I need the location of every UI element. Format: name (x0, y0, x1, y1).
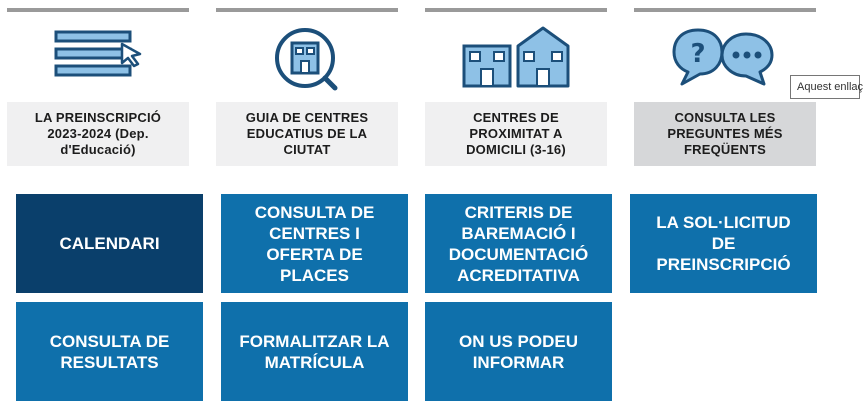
card-guia-centres[interactable] (216, 8, 398, 166)
card-label: CONSULTA LES PREGUNTES MÉS FREQÜENTS (634, 102, 816, 166)
chat-bubbles-question-icon (634, 12, 816, 102)
tile-consulta-resultats[interactable]: CONSULTA DE RESULTATS (16, 302, 203, 401)
tile-on-us-podeu-informar[interactable]: ON US PODEU INFORMAR (425, 302, 612, 401)
card-label: GUIA DE CENTRES EDUCATIUS DE LA CIUTAT (216, 102, 398, 166)
tile-consulta-centres[interactable]: CONSULTA DE CENTRES I OFERTA DE PLACES (221, 194, 408, 293)
building-search-icon (216, 12, 398, 102)
card-label: LA PREINSCRIPCIÓ 2023-2024 (Dep. d'Educació) (7, 102, 189, 166)
list-cursor-icon (7, 12, 189, 102)
tile-sollicitud-preinscripcio[interactable]: LA SOL·LICITUD DE PREINSCRIPCIÓ (630, 194, 817, 293)
card-preinscripcio[interactable] (7, 8, 189, 166)
tile-formalitzar-matricula[interactable]: FORMALITZAR LA MATRÍCULA (221, 302, 408, 401)
card-centres-proximitat[interactable] (425, 8, 607, 166)
svg-text:?: ? (690, 39, 706, 69)
houses-icon (425, 12, 607, 102)
link-tooltip: Aquest enllaç (790, 75, 860, 99)
tile-calendari[interactable]: CALENDARI (16, 194, 203, 293)
tile-criteris-baremacio[interactable]: CRITERIS DE BAREMACIÓ I DOCUMENTACIÓ ACREDITATIVA (425, 194, 612, 293)
card-label: CENTRES DE PROXIMITAT A DOMICILI (3-16) (425, 102, 607, 166)
card-preguntes-frequents[interactable] (634, 8, 816, 166)
